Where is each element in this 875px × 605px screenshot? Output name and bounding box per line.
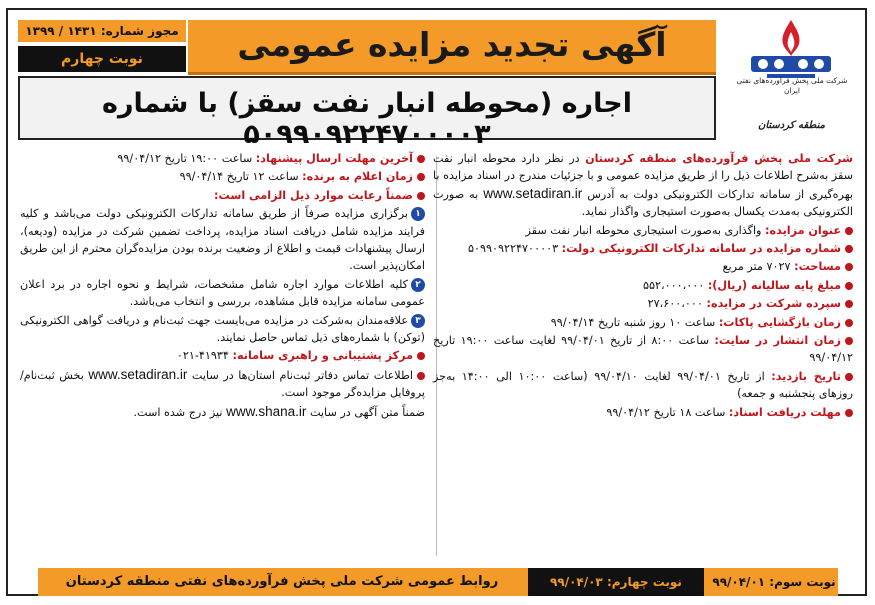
support-line: [20, 347, 425, 364]
support-label: مرکز پشتیبانی و راهبری سامانه:: [232, 349, 413, 363]
intro-paragraph: [433, 150, 853, 221]
number-badge-icon: ۲: [411, 278, 425, 292]
notes-heading: ضمناً رعایت موارد ذیل الزامی است:: [214, 188, 413, 202]
note-text: کلیه اطلاعات موارد اجاره شامل مشخصات، شرایط و نحوه اجاره در برد اعلان عمومی سامانه مزایده قابل مشاهده، بررسی و انتخاب می‌باشد.: [20, 277, 425, 309]
deadline-line: [20, 150, 425, 167]
footer-public-relations: روابط عمومی شرکت ملی پخش فرآورده‌های نفتی منطقه کردستان: [65, 574, 499, 589]
page-title: آگهی تجدید مزایده عمومی: [237, 25, 667, 64]
list-item: [433, 314, 853, 331]
note-item: [20, 205, 425, 275]
deadline-value: ساعت ۱۹:۰۰ تاریخ ۹۹/۰۴/۱۲: [117, 152, 256, 165]
list-item: [433, 368, 853, 403]
footer-round3: نوبت سوم: ۹۹/۰۴/۰۱: [712, 575, 836, 589]
note-text: علاقه‌مندان به‌شرکت در مزایده می‌بایست جهت ثبت‌نام و دریافت گواهی الکترونیکی (توکن) با شماره‌های ذیل تماس حاصل نمایند.: [20, 313, 425, 345]
winner-line: [20, 168, 425, 185]
page-subtitle: اجاره (محوطه انبار نفت سقز) با شماره ۵۰۹۹۰۹۲۲۴۷۰۰۰۰۳: [102, 88, 632, 150]
item-label: تاریخ بازدید:: [771, 369, 841, 383]
note-text: برگزاری مزایده صرفاً از طریق سامانه تدارکات الکترونیکی دولت می‌باشد و کلیه فرایند مزایده شامل دریافت اسناد مزایده، پرداخت تضمین شرکت در مزایده (ودیعه)، ارسال پیشنهادات قیمت و اطلاع از وضعیت برنده بودن مزایده‌گران محترم از این طریق امکان‌پذیر است.: [20, 207, 425, 273]
item-label: زمان بازگشایی پاکات:: [718, 315, 841, 329]
footer-round4: نوبت چهارم: ۹۹/۰۴/۰۳: [528, 568, 704, 596]
item-label: مبلغ پایه سالیانه (ریال):: [707, 278, 841, 292]
left-column: [20, 150, 425, 422]
item-value: ساعت ۸:۰۰ از تاریخ ۹۹/۰۴/۰۱ لغایت ساعت ۱۹:۰۰ تاریخ ۹۹/۰۴/۱۲: [433, 334, 853, 365]
round-label: نوبت چهارم: [18, 46, 186, 72]
company-logo: [727, 16, 855, 154]
footer-band: [38, 568, 838, 596]
bullet-icon: [417, 372, 425, 380]
logo-region-text: منطقه کردستان: [758, 120, 825, 131]
item-value: ۷۰۲۷ متر مربع: [722, 260, 795, 274]
bullet-icon: [845, 245, 853, 253]
shana-url-link[interactable]: www.shana.ir: [226, 403, 307, 419]
contact-url-link[interactable]: www.setadiran.ir: [88, 366, 188, 382]
item-label: سپرده شرکت در مزایده:: [706, 297, 841, 311]
shana-line: [20, 403, 425, 421]
bullet-icon: [845, 373, 853, 381]
bullet-icon: [417, 192, 425, 200]
item-value: ساعت ۱۰ روز شنبه تاریخ ۹۹/۰۴/۱۴: [550, 315, 719, 329]
notes-heading-line: [20, 187, 425, 204]
note-item: [20, 276, 425, 311]
winner-label: زمان اعلام به برنده:: [302, 170, 413, 184]
deadline-label: آخرین مهلت ارسال پیشنهاد:: [255, 152, 413, 165]
list-item: [433, 222, 853, 239]
bullet-icon: [845, 300, 853, 308]
item-label: عنوان مزایده:: [765, 223, 841, 237]
note-item: [20, 312, 425, 347]
contact-text: اطلاعات تماس دفاتر ثبت‌نام استان‌ها در سایت: [187, 368, 413, 382]
winner-value: ساعت ۱۲ تاریخ ۹۹/۰۴/۱۴: [179, 170, 303, 184]
list-item: [433, 258, 853, 275]
intro-text: در نظر دارد محوطه انبار نفت سقز به‌شرح اطلاعات ذیل را از طریق مزایده عمومی و با جزئیات مندرج در اسناد مزایده با بهره‌گیری از سامانه تدارکات الکترونیکی دولت به آدرس: [433, 152, 853, 201]
list-item: [433, 404, 853, 421]
bullet-icon: [845, 409, 853, 417]
item-value: ۲۷،۶۰۰،۰۰۰: [647, 297, 707, 311]
item-value: ۵۵۲،۰۰۰،۰۰۰: [642, 278, 708, 292]
permit-number: مجوز شماره: ۱۴۳۱ / ۱۳۹۹: [18, 20, 186, 42]
item-label: مهلت دریافت اسناد:: [728, 405, 841, 419]
logo-org-text: شرکت ملی پخش فرآورده‌های نفتی ایران: [736, 76, 848, 95]
contact-tail: بخش ثبت‌نام/ پروفایل مزایده‌گر موجود است.: [20, 368, 425, 400]
intro-company: شرکت ملی پخش فرآورده‌های منطقه کردستان: [585, 152, 853, 165]
bullet-icon: [845, 319, 853, 327]
item-label: شماره مزایده در سامانه تدارکات الکترونیکی دولت:: [561, 242, 841, 256]
intro-url-link[interactable]: www.setadiran.ir: [483, 185, 583, 201]
intro-tail: به صورت الکترونیکی به‌مدت یکسال به‌صورت استیجاری واگذار نماید.: [433, 187, 853, 219]
subtitle-band: [18, 76, 716, 150]
advertisement-frame: [6, 8, 867, 596]
bullet-icon: [417, 352, 425, 360]
list-item: [433, 295, 853, 312]
bullet-icon: [845, 263, 853, 271]
number-badge-icon: ۳: [411, 314, 425, 328]
item-label: مساحت:: [794, 260, 841, 274]
number-badge-icon: ۱: [411, 207, 425, 221]
item-value: ۵۰۹۹۰۹۲۲۴۷۰۰۰۰۳: [467, 242, 562, 256]
bullet-icon: [417, 155, 425, 163]
support-value: ۴۱۹۳۴-۰۲۱: [176, 349, 233, 363]
bullet-icon: [417, 173, 425, 181]
bullet-icon: [845, 227, 853, 235]
bullet-icon: [845, 282, 853, 290]
item-label: زمان انتشار در سایت:: [714, 334, 841, 348]
title-band: [188, 20, 716, 75]
list-item: [433, 277, 853, 294]
contact-line: [20, 366, 425, 402]
list-item: [433, 240, 853, 257]
item-value: از تاریخ ۹۹/۰۴/۰۱ لغایت ۹۹/۰۴/۱۰ (ساعت ۱۰:۰۰ الی ۱۴:۰۰ به‌جز روزهای پنجشنبه و جمعه): [433, 369, 853, 401]
shana-text: ضمناً متن آگهی در سایت: [306, 405, 425, 419]
list-item: [433, 332, 853, 367]
shana-tail: نیز درج شده است.: [133, 405, 227, 419]
right-column: [433, 150, 853, 422]
item-value: واگذاری به‌صورت استیجاری محوطه انبار نفت سقز: [525, 223, 766, 237]
bullet-icon: [845, 337, 853, 345]
item-value: ساعت ۱۸ تاریخ ۹۹/۰۴/۱۲: [606, 405, 729, 419]
